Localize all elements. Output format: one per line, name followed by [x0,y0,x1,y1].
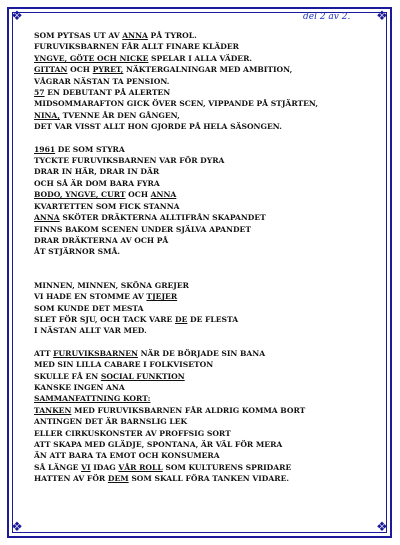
line-text: ATT [34,348,54,358]
line-text: SOM KUNDE DET MESTA [34,303,144,313]
line-text: SKÖTER DRÄKTERNA ALLTIFRÅN SKAPANDET [59,213,266,223]
stanza [34,144,379,258]
line-text: FURUVIKSBARNEN FÅR ALLT FINARE KLÄDER [34,42,239,52]
line-text: OCH [67,65,93,75]
poem-line [34,382,379,393]
line-text: ÄN ATT BARA TA EMOT OCH KONSUMERA [34,451,220,461]
poem-line [34,64,379,75]
line-text: OCH SÅ ÄR DOM BARA FYRA [34,178,160,188]
poem-line [34,121,379,132]
poem-line [34,428,379,439]
handwritten-page-note: del 2 av 2. [303,12,351,22]
line-text: MED FURUVIKSBARNEN FÅR ALDRIG KOMMA BORT [71,405,306,415]
underlined-text: 1961 [34,144,56,154]
poem-line [34,76,379,87]
poem-line [34,189,379,200]
underlined-text: FURUVIKSBARNEN [53,348,138,358]
poem-line [34,155,379,166]
underlined-text: VÅR ROLL [118,462,163,472]
poem-line [34,291,379,302]
underlined-text: GITTAN [34,65,68,75]
line-text: DE SOM STYRA [55,144,125,154]
poem-line [34,359,379,370]
poem-line [34,235,379,246]
underlined-text: ANNA [150,190,177,200]
line-text: SKULLE FÅ EN [34,371,101,381]
line-text: SOM PYTSAS UT AV [34,31,123,40]
line-text: MIDSOMMARAFTON GICK ÖVER SCEN, VIPPANDE PÅ STJÄRTEN, [34,99,319,109]
poem-line [34,98,379,109]
line-text: DET VAR VISST ALLT HON GJORDE PÅ HELA SÄSONGEN. [34,122,282,132]
line-text: VI HADE EN STOMME AV [34,292,147,302]
poem-line [34,393,379,404]
line-text: NÄR DE BÖRJADE SIN BANA [137,348,266,358]
poem-line [34,280,379,291]
poem-line [34,405,379,416]
line-text: KVARTETTEN SOM FICK STANNA [34,201,180,211]
line-text: SOM KULTURENS SPRIDARE [162,462,292,472]
line-text: HATTEN AV FÖR [34,474,108,484]
underlined-text: TANKEN [34,405,72,415]
poem-line [34,41,379,52]
stanza [34,348,379,485]
line-text: ATT SKAPA MED GLÄDJE, SPONTANA, ÄR VÄL FÖR MERA [34,440,283,449]
poem-line [34,439,379,450]
line-text: I NÄSTAN ALLT VAR MED. [34,326,147,336]
poem-line [34,53,379,64]
poem-line [34,224,379,235]
line-text: NÄKTERGALNINGAR MED AMBITION, [123,65,293,75]
poem-line [34,178,379,189]
corner-ornament-icon: ❖ [376,9,388,24]
line-text: ELLER CIRKUSKONSTER AV PROFFSIG SORT [34,428,231,438]
underlined-text: DEM [107,474,129,484]
line-text: EN DEBUTANT PÅ ALERTEN [44,88,171,98]
underlined-text: ANNA [122,31,148,40]
corner-ornament-icon: ❖ [376,520,388,535]
poem-line [34,87,379,98]
line-text: OCH [125,190,151,200]
line-text: FINNS BAKOM SCENEN UNDER SJÄLVA APANDET [34,224,251,234]
underlined-text: SOCIAL FUNKTION [100,371,185,381]
poem-line [34,325,379,336]
underlined-text: TJEJER [146,292,178,302]
poem-line [34,416,379,427]
poem-text [34,30,379,496]
underlined-text: NINA, [34,110,60,120]
corner-ornament-icon: ❖ [11,520,23,535]
stanza [34,30,379,133]
line-text: ÅT STJÄRNOR SMÅ. [34,247,121,257]
underlined-text: SAMMANFATTNING KORT: [34,394,151,404]
line-text: SPELAR I ALLA VÄDER. [148,53,253,63]
underlined-text: YNGVE, GÖTE OCH NICKE [34,53,149,63]
underlined-text: BODO, YNGVE, CURT [34,190,126,200]
poem-line [34,371,379,382]
line-text: TVENNE ÅR DEN GÅNGEN, [59,110,180,120]
poem-line [34,201,379,212]
line-text: SLET FÖR SJU, OCH TACK VARE [34,314,175,324]
poem-line [34,473,379,484]
poem-line [34,144,379,155]
stanza [34,280,379,337]
line-text: MED SIN LILLA CABARE I FOLKVISETON [34,360,214,370]
line-text: TYCKTE FURUVIKSBARNEN VAR FÖR DYRA [34,156,225,166]
poem-line [34,303,379,314]
underlined-text: VI [81,462,91,472]
poem-line [34,246,379,257]
underlined-text: PYRET, [92,65,124,75]
underlined-text: 57 [34,88,45,98]
poem-line [34,166,379,177]
line-text: DE FLESTA [187,314,239,324]
poem-line [34,30,379,41]
line-text: MINNEN, MINNEN, SKÖNA GREJER [34,280,189,290]
poem-line [34,348,379,359]
line-text: IDAG [90,462,119,472]
line-text: ANTINGEN DET ÄR BARNSLIG LEK [34,417,188,427]
corner-ornament-icon: ❖ [11,9,23,24]
line-text: PÅ TYROL. [147,31,197,40]
line-text: DRAR DRÄKTERNA AV OCH PÅ [34,235,169,245]
line-text: KANSKE INGEN ANA [34,382,125,392]
poem-line [34,450,379,461]
line-text: SÅ LÄNGE [34,462,82,472]
poem-line [34,462,379,473]
underlined-text: DE [174,314,188,324]
poem-line [34,314,379,325]
line-text: VÅGRAR NÄSTAN TA PENSION. [34,76,170,86]
poem-line [34,110,379,121]
line-text: SOM SKALL FÖRA TANKEN VIDARE. [128,474,290,484]
line-text: DRAR IN HÄR, DRAR IN DÄR [34,167,160,177]
underlined-text: ANNA [34,213,60,223]
poem-line [34,212,379,223]
